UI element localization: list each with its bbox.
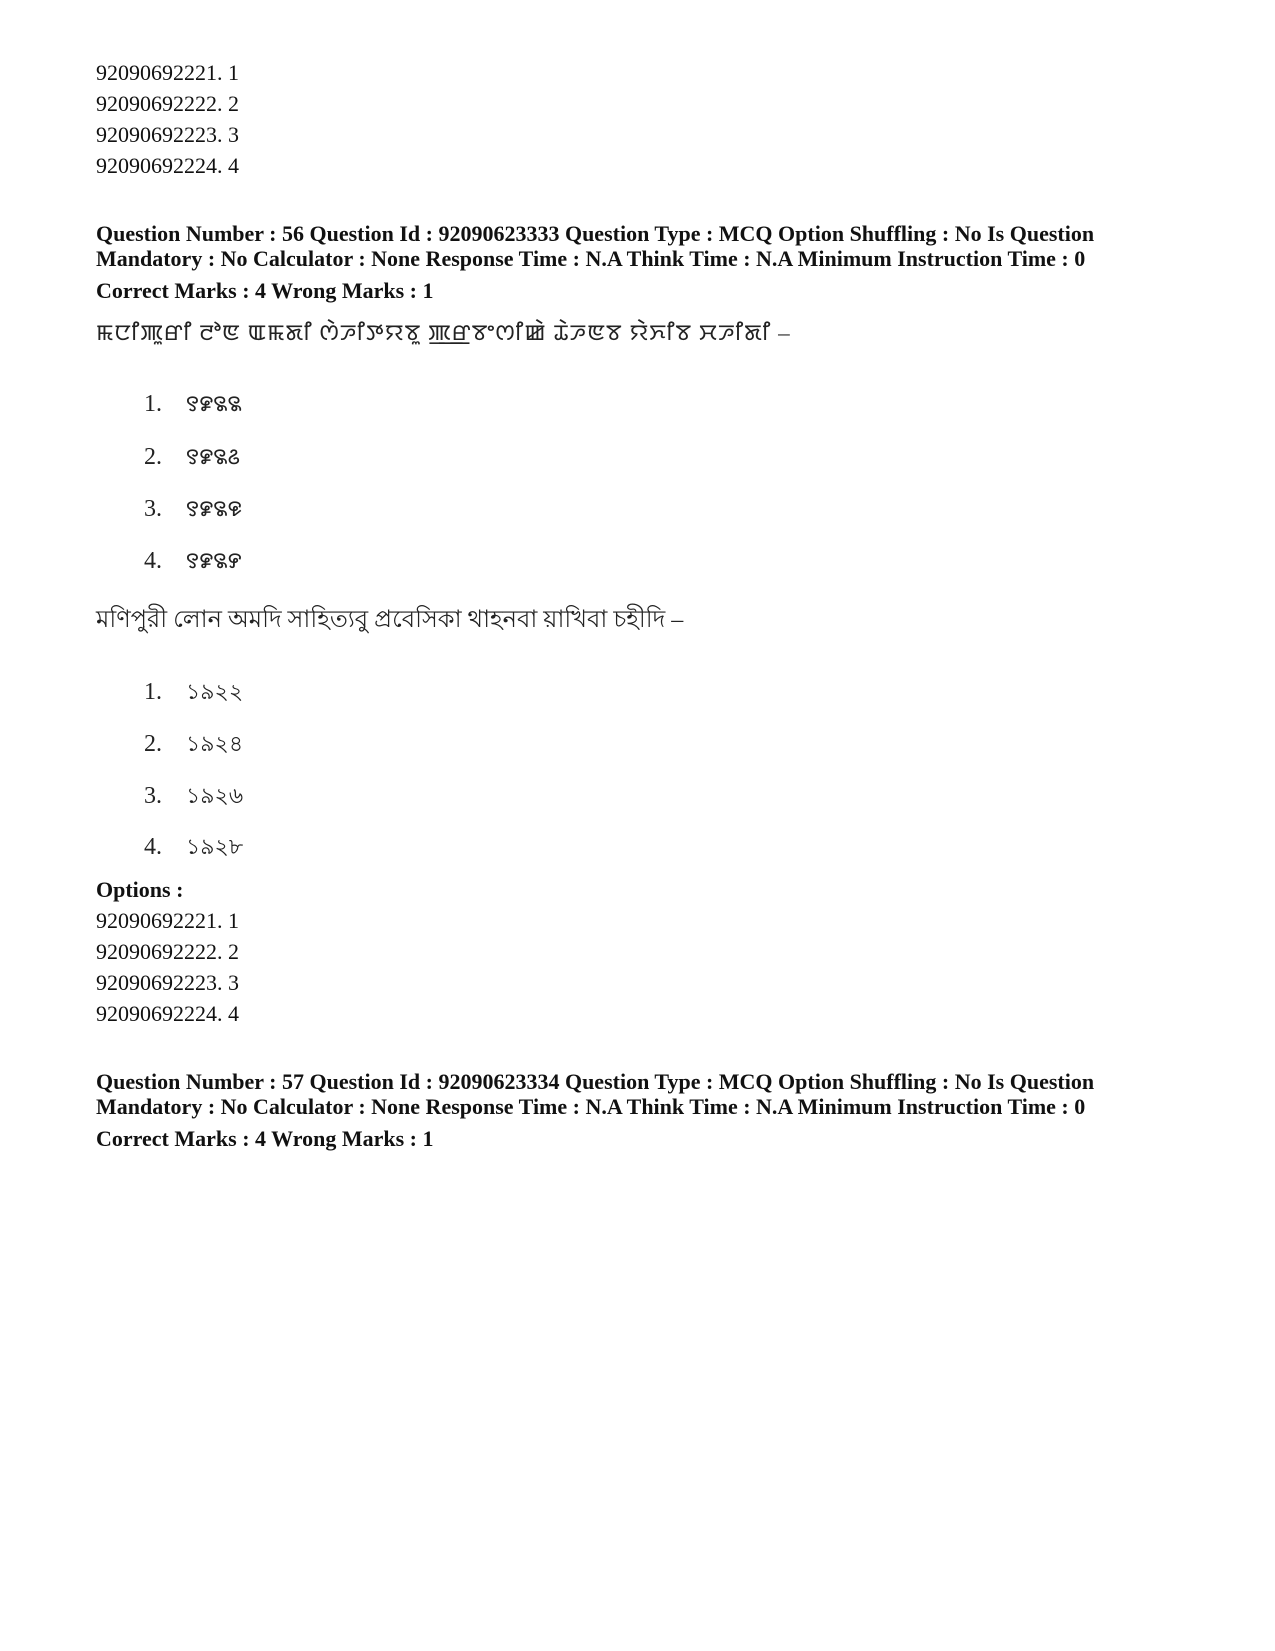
answer-option-meitei-1: 1. ꯱꯹꯲꯲	[144, 391, 242, 417]
options-heading: Options :	[96, 877, 184, 902]
question-57-meta-line1: Question Number : 57 Question Id : 92090623334 Question Type : MCQ Option Shuffling : No Is Question	[96, 1069, 1095, 1094]
question-57-marks: Correct Marks : 4 Wrong Marks : 1	[96, 1126, 434, 1151]
option-row: 92090692223. 3	[96, 970, 239, 995]
answer-option-bengali-4: 4. ১৯২৮	[144, 834, 244, 860]
answer-option-bengali-3: 3. ১৯২৬	[144, 783, 244, 809]
option-row: 92090692221. 1	[96, 908, 239, 933]
question-56-text-bengali: মণিপুরী লোন অমদি সাহিত্যবু প্রবেসিকা থাহনবা য়াখিবা চহীদি –	[96, 607, 684, 633]
answer-option-meitei-2: 2. ꯱꯹꯲꯴	[144, 444, 240, 470]
question-56-text-meitei: ꯃꯅꯤꯄꯨꯔꯤ ꯂꯣꯟ ꯑꯃꯗꯤ ꯁꯥꯍꯤꯇꯌꯕꯨ ꯄ꯭ꯔꯕꯦꯁꯤꯀꯥ ꯊꯥꯍꯟꯕ ꯌꯥꯈꯤꯕ ꯆꯍꯤꯗꯤ –	[96, 320, 791, 345]
question-56-meta-line2: Mandatory : No Calculator : None Response Time : N.A Think Time : N.A Minimum Instruction Time : 0	[96, 246, 1086, 271]
option-row: 92090692222. 2	[96, 939, 239, 964]
option-row: 92090692222. 2	[96, 91, 239, 116]
question-56-marks: Correct Marks : 4 Wrong Marks : 1	[96, 278, 434, 303]
option-row: 92090692221. 1	[96, 60, 239, 85]
answer-option-bengali-1: 1. ১৯২২	[144, 679, 244, 705]
option-row: 92090692223. 3	[96, 122, 239, 147]
option-row: 92090692224. 4	[96, 1001, 239, 1026]
answer-option-meitei-4: 4. ꯱꯹꯲꯸	[144, 548, 242, 574]
question-57-meta-line2: Mandatory : No Calculator : None Response Time : N.A Think Time : N.A Minimum Instruction Time : 0	[96, 1094, 1086, 1119]
answer-option-meitei-3: 3. ꯱꯹꯲꯶	[144, 496, 243, 522]
option-row: 92090692224. 4	[96, 153, 239, 178]
question-56-meta-line1: Question Number : 56 Question Id : 92090623333 Question Type : MCQ Option Shuffling : No Is Question	[96, 221, 1095, 246]
answer-option-bengali-2: 2. ১৯২৪	[144, 731, 244, 757]
